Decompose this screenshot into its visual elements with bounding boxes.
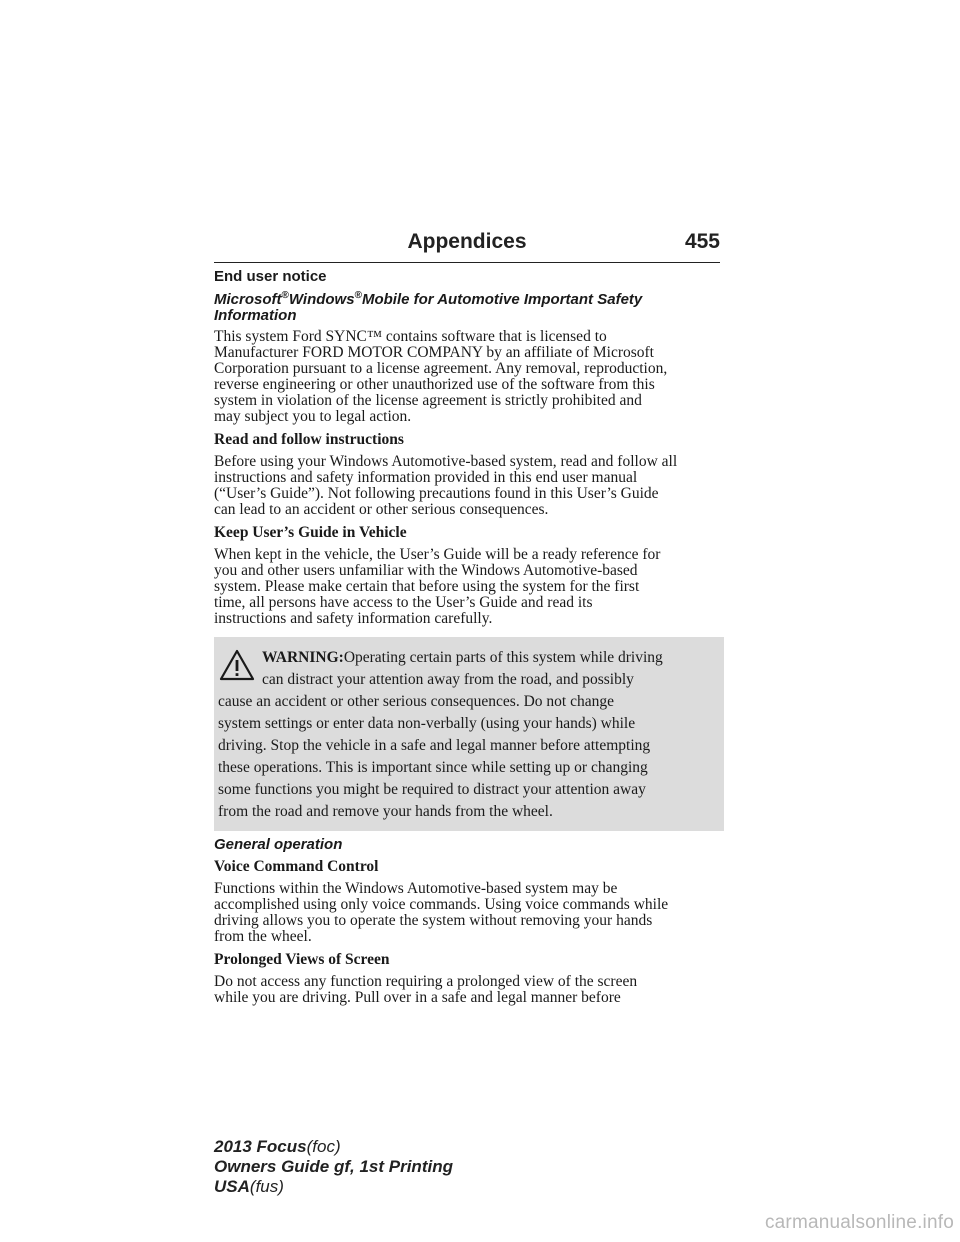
microsoft-safety-heading-line2: Information <box>214 307 297 324</box>
license-paragraph: This system Ford SYNC™ contains software that is licensed to Manufacturer FORD MOTOR COMPANY by an affiliate of Microsoft Corporation pursuant to a license agreement. Any removal, reproduction, reverse engineering or other unauthorized use of the software from this system in violation of the license agreement is strictly prohibited and may subject you to legal action. <box>214 328 668 425</box>
voice-command-heading: Voice Command Control <box>214 858 379 875</box>
page-number: 455 <box>684 230 720 253</box>
footer-region-line: USA(fus) <box>214 1177 284 1196</box>
footer-model-line: 2013 Focus(foc) <box>214 1137 341 1156</box>
microsoft-safety-heading <box>214 292 724 324</box>
voice-command-paragraph: Functions within the Windows Automotive-based system may be accomplished using only voice commands. Using voice commands while driving allows you to operate the system without removing your hands from the wheel. <box>214 880 669 945</box>
end-user-notice-heading: End user notice <box>214 268 327 285</box>
warning-triangle-icon <box>218 647 256 683</box>
keep-guide-paragraph: When kept in the vehicle, the User’s Guide will be a ready reference for you and other users unfamiliar with the Windows Automotive-based system. Please make certain that before using the system for the first time, all persons have access to the User’s Guide and read its instructions and safety information carefully. <box>214 546 661 627</box>
read-follow-heading: Read and follow instructions <box>214 431 404 448</box>
page-content <box>214 268 724 1006</box>
warning-label: WARNING: <box>262 649 344 666</box>
prolonged-views-heading: Prolonged Views of Screen <box>214 951 390 968</box>
watermark: carmanualsonline.info <box>764 1212 954 1233</box>
footer-guide-line: Owners Guide gf, 1st Printing <box>214 1157 453 1176</box>
page-header <box>214 228 720 263</box>
warning-box: WARNING:Operating certain parts of this system while driving can distract your attention away from the road, and possibly cause an accident or other serious consequences. Do not change system settings or enter data non-verbally (using your hands) while driving. Stop the vehicle in a safe and legal manner before attempting these operations. This is important since while setting up or changing some functions you might be required to distract your attention away from the road and remove your hands from the wheel. <box>214 637 724 831</box>
section-title: Appendices <box>407 230 527 253</box>
instructions-paragraph: Before using your Windows Automotive-based system, read and follow all instructions and safety information provided in this end user manual (“User’s Guide”). Not following precautions found in this User’s Guide can lead to an accident or other serious consequences. <box>214 453 678 518</box>
page-footer <box>214 1137 453 1197</box>
general-operation-heading: General operation <box>214 836 343 853</box>
microsoft-safety-heading-line1: Microsoft®Windows®Mobile for Automotive Important Safety <box>214 290 643 308</box>
prolonged-views-paragraph: Do not access any function requiring a prolonged view of the screen while you are driving. Pull over in a safe and legal manner before <box>214 973 638 1006</box>
keep-guide-heading: Keep User’s Guide in Vehicle <box>214 524 407 541</box>
